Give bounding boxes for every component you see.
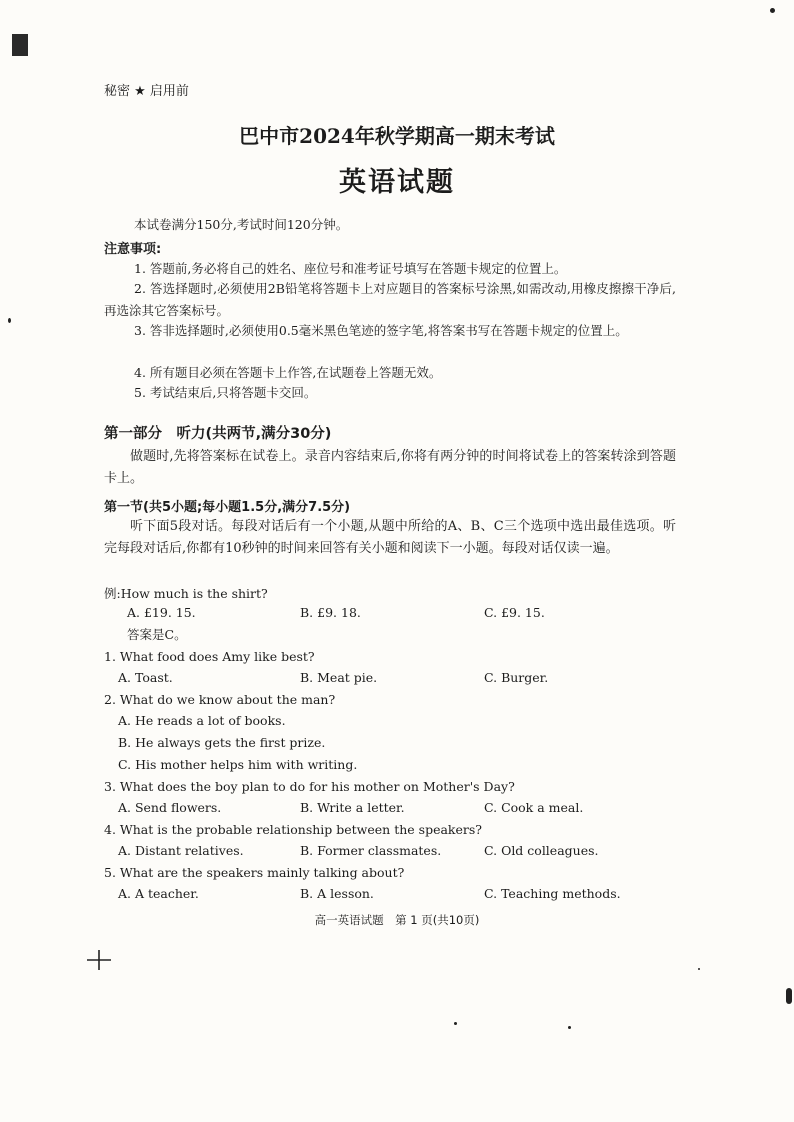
score-time-text: 本试卷满分150分,考试时间120分钟。: [134, 217, 349, 232]
option-b: B. Write a letter.: [300, 800, 405, 815]
subject-title: 英语试题: [339, 167, 455, 198]
part1-instruction: 做题时,先将答案标在试卷上。录音内容结束后,你将有两分钟的时间将试卷上的答案转涂到答题卡上。: [104, 449, 676, 486]
scan-speck: [454, 1022, 457, 1025]
section1-instruction: 听下面5段对话。每段对话后有一个小题,从题中所给的A、B、C三个选项中选出最佳选项。听完每段对话后,你都有10秒钟的时间来回答有关小题和阅读下一小题。每段对话仅读一遍。: [104, 519, 676, 556]
exam-title: 巴中市2024年秋学期高一期末考试: [239, 124, 555, 148]
example-option-b: B. £9. 18.: [300, 605, 361, 620]
option-b: B. He always gets the first prize.: [118, 735, 326, 750]
crop-mark-icon: [87, 948, 111, 972]
option-c: C. Old colleagues.: [484, 843, 599, 858]
question-3: 3. What does the boy plan to do for his mother on Mother's Day?: [104, 779, 515, 794]
question-4: 4. What is the probable relationship between the speakers?: [104, 822, 482, 837]
note-item: 4. 所有题目必须在答题卡上作答,在试题卷上答题无效。: [134, 365, 442, 380]
question-1: 1. What food does Amy like best?: [104, 649, 315, 664]
part1-heading: 第一部分 听力(共两节,满分30分): [104, 426, 332, 442]
option-a: A. He reads a lot of books.: [118, 713, 286, 728]
note-item: 5. 考试结束后,只将答题卡交回。: [134, 385, 317, 400]
question-2: 2. What do we know about the man?: [104, 692, 336, 707]
note-item: 1. 答题前,务必将自己的姓名、座位号和准考证号填写在答题卡规定的位置上。: [134, 261, 567, 276]
option-c: C. Teaching methods.: [484, 886, 621, 901]
example-option-a: A. £19. 15.: [127, 605, 196, 620]
option-a: A. Send flowers.: [118, 800, 222, 815]
notes-heading: 注意事项:: [104, 242, 162, 257]
option-b: B. A lesson.: [300, 886, 374, 901]
scan-speck: [8, 318, 11, 323]
secret-label: 秘密 ★ 启用前: [104, 84, 189, 99]
scan-speck: [786, 988, 792, 1004]
example-question: 例:How much is the shirt?: [104, 586, 268, 601]
example-answer: 答案是C。: [127, 627, 187, 642]
option-c: C. Cook a meal.: [484, 800, 584, 815]
section1-heading: 第一节(共5小题;每小题1.5分,满分7.5分): [104, 500, 351, 515]
option-b: B. Former classmates.: [300, 843, 442, 858]
question-5: 5. What are the speakers mainly talking about?: [104, 865, 405, 880]
scan-speck: [568, 1026, 571, 1029]
option-a: A. Toast.: [118, 670, 173, 685]
option-a: A. Distant relatives.: [118, 843, 244, 858]
option-a: A. A teacher.: [118, 886, 199, 901]
scan-speck: [698, 968, 700, 970]
option-b: B. Meat pie.: [300, 670, 378, 685]
note-item: 3. 答非选择题时,必须使用0.5毫米黑色笔迹的签字笔,将答案书写在答题卡规定的位置上。: [134, 323, 628, 338]
page-footer: 高一英语试题 第 1 页(共10页): [314, 913, 480, 927]
note-item: 2. 答选择题时,必须使用2B铅笔将答题卡上对应题目的答案标号涂黑,如需改动,用橡皮擦擦干净后,再选涂其它答案标号。: [104, 281, 676, 318]
scan-registration-mark: [12, 34, 28, 56]
option-c: C. Burger.: [484, 670, 549, 685]
scan-speck: [770, 8, 775, 13]
option-c: C. His mother helps him with writing.: [118, 757, 358, 772]
example-option-c: C. £9. 15.: [484, 605, 545, 620]
